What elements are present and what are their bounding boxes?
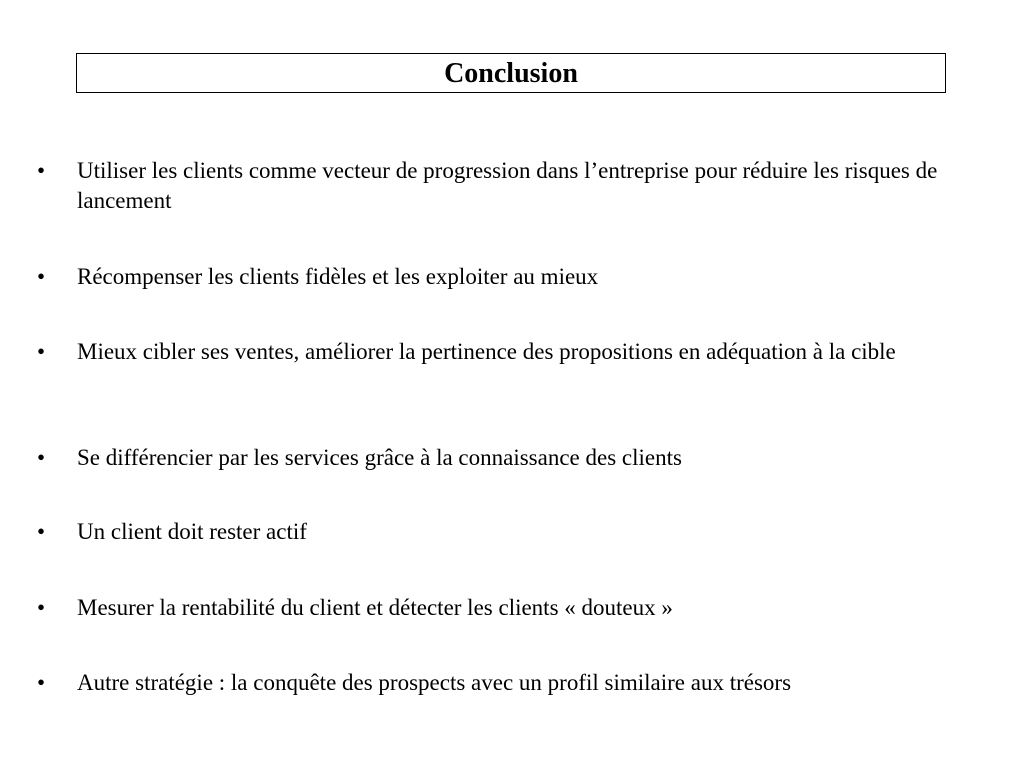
bullet-icon: • [37,339,46,364]
bullet-icon: • [37,445,46,470]
bullet-text: Récompenser les clients fidèles et les exploiter au mieux [77,264,599,289]
bullet-icon: • [37,264,46,289]
bullet-icon: • [37,595,46,620]
bullet-item [37,443,992,473]
bullet-text: Mesurer la rentabilité du client et détecter les clients « douteux » [77,595,673,620]
bullet-item [37,593,992,623]
bullet-item [37,337,992,367]
bullet-text: Autre stratégie : la conquête des prospects avec un profil similaire aux trésors [77,670,792,695]
bullet-text: Mieux cibler ses ventes, améliorer la pertinence des propositions en adéquation à la cible [77,339,896,364]
bullet-item [37,156,992,216]
bullet-text: Se différencier par les services grâce à la connaissance des clients [77,445,682,470]
slide-title: Conclusion [444,58,578,89]
bullet-icon: • [37,158,46,183]
bullet-item [37,668,992,698]
bullet-item [37,517,992,547]
bullet-item [37,262,992,292]
bullet-text: Un client doit rester actif [77,519,307,544]
bullet-text: Utiliser les clients comme vecteur de progression dans l’entreprise pour réduire les risques de lancement [77,158,938,213]
bullet-icon: • [37,670,46,695]
bullet-icon: • [37,519,46,544]
